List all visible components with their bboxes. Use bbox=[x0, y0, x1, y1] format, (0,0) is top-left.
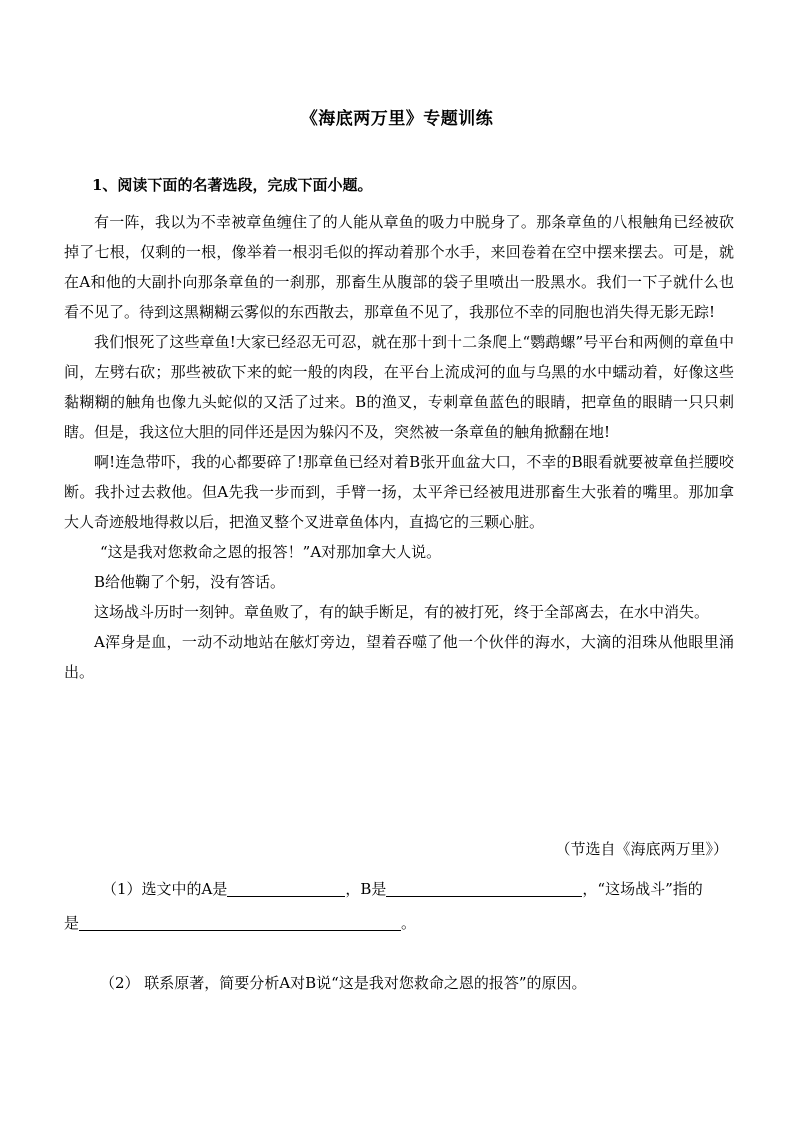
sub-question-1-prefix: （1）选文中的A是 bbox=[102, 880, 228, 898]
page-title: 《海底两万里》专题训练 bbox=[300, 109, 494, 129]
sub-question-2: （2） 联系原著，简要分析A对B说“这是我对您救命之恩的报答”的原因。 bbox=[100, 974, 587, 992]
passage-final-paragraph: A浑身是血，一动不动地站在舷灯旁边，望着吞噬了他一个伙伴的海水，大滴的泪珠从他眼里涌出。 bbox=[64, 633, 734, 681]
answer-blank-b[interactable] bbox=[386, 878, 582, 897]
passage-paragraph-1: 有一阵，我以为不幸被章鱼缠住了的人能从章鱼的吸力中脱身了。那条章鱼的八根触角已经被砍掉了七根，仅剩的一根，像举着一根羽毛似的挥动着那个水手，来回卷着在空中摆来摆去。可是，就在A和他的大副扑向那条章鱼的一刹那，那畜生从腹部的袋子里喷出一股黑水。我们一下子就什么也看不见了。待到这黑糊糊云雾似的东西散去，那章鱼不见了，我那位不幸的同胞也消失得无影无踪! bbox=[64, 213, 734, 321]
passage-paragraph-2: 我们恨死了这些章鱼!大家已经忍无可忍，就在那十到十二条爬上“鹦鹉螺”号平台和两侧的章鱼中间，左劈右砍；那些被砍下来的蛇一般的肉段，在平台上流成河的血与乌黑的水中蠕动着，好像这些黏糊糊的触角也像九头蛇似的又活了过来。B的渔叉，专刺章鱼蓝色的眼睛，把章鱼的眼睛一只只刺瞎。但是，我这位大胆的同伴还是因为躲闪不及，突然被一条章鱼的触角掀翻在地! bbox=[64, 333, 734, 441]
passage-battle-paragraph: 这场战斗历时一刻钟。章鱼败了，有的缺手断足，有的被打死，终于全部离去，在水中消失。 bbox=[94, 603, 710, 621]
sub-question-1-line2-prefix: 是 bbox=[64, 914, 80, 932]
passage-source: （节选自《海底两万里》） bbox=[555, 840, 728, 858]
question-heading: 1、阅读下面的名著选段，完成下面小题。 bbox=[92, 176, 373, 194]
passage-paragraph-3: 啊!连急带吓，我的心都要碎了!那章鱼已经对着B张开血盆大口，不幸的B眼看就要被章鱼拦腰咬断。我扑过去救他。但A先我一步而到，手臂一扬，太平斧已经被甩进那畜生大张着的嘴里。那加拿大人奇迹般地得救以后，把渔叉整个叉进章鱼体内，直捣它的三颗心脏。 bbox=[64, 453, 734, 531]
sub-question-1-mid2: ，“这场战斗”指的 bbox=[582, 880, 703, 898]
answer-blank-a[interactable] bbox=[227, 878, 345, 897]
reading-passage bbox=[64, 207, 734, 687]
sub-question-1-mid1: ，B是 bbox=[345, 880, 387, 898]
sub-question-1 bbox=[64, 872, 744, 940]
sub-question-1-end: 。 bbox=[401, 914, 417, 932]
passage-dialog-line: “这是我对您救命之恩的报答！”A对那加拿大人说。 bbox=[100, 543, 442, 561]
passage-bow-line: B给他鞠了个躬，没有答话。 bbox=[94, 573, 286, 591]
answer-blank-battle[interactable] bbox=[79, 912, 401, 931]
